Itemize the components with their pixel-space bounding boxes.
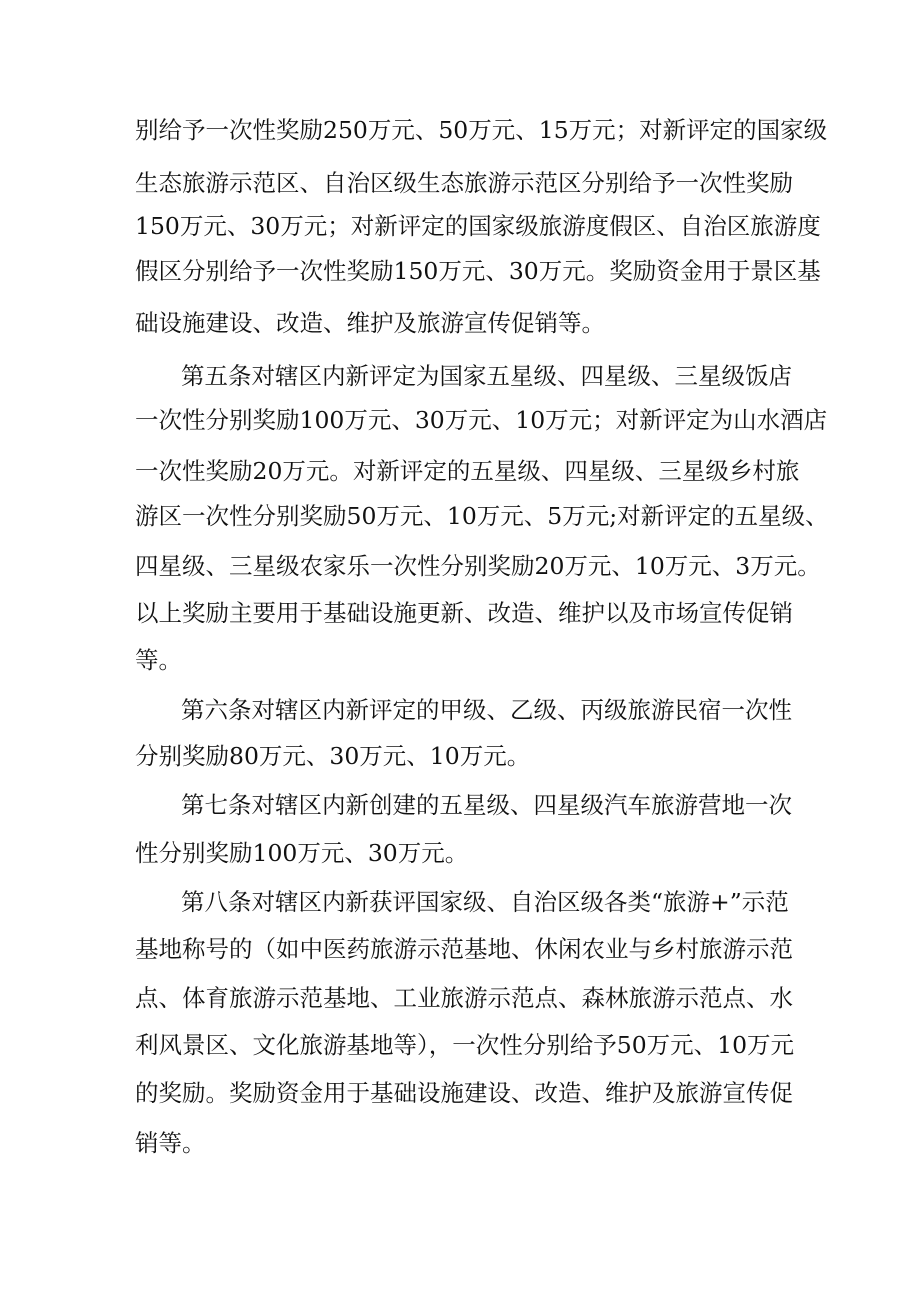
line-text: 第七条对辖区内新创建的五星级、四星级汽车旅游营地一次 [181,791,792,819]
text-line [0,1020,920,1070]
line-text: 150万元、30万元；对新评定的国家级旅游度假区、自治区旅游度 [135,212,821,240]
text-line [0,635,920,685]
line-text: 第八条对辖区内新获评国家级、自治区级各类“旅游+”示范 [181,888,789,916]
text-line [0,1068,920,1118]
text-line [0,588,920,638]
text-line [0,877,920,927]
text-line [0,780,920,830]
line-text: 第五条对辖区内新评定为国家五星级、四星级、三星级饭店 [181,362,792,390]
text-line [0,731,920,781]
line-text: 假区分别给予一次性奖励150万元、30万元。奖励资金用于景区基 [135,257,821,285]
text-line [0,924,920,974]
line-text: 生态旅游示范区、自治区级生态旅游示范区分别给予一次性奖励 [135,169,793,197]
line-text: 点、体育旅游示范基地、工业旅游示范点、森林旅游示范点、水 [135,984,793,1012]
text-line [0,973,920,1023]
line-text: 分别奖励80万元、30万元、10万元。 [135,742,531,770]
text-line [0,541,920,591]
line-text: 基地称号的（如中医药旅游示范基地、休闲农业与乡村旅游示范 [135,935,793,963]
line-text: 础设施建设、改造、维护及旅游宣传促销等。 [135,309,605,337]
text-line [0,298,920,348]
text-line [0,491,920,541]
line-text: 的奖励。奖励资金用于基础设施建设、改造、维护及旅游宣传促 [135,1079,793,1107]
line-text: 别给予一次性奖励250万元、50万元、15万元；对新评定的国家级 [135,116,828,144]
line-text: 利风景区、文化旅游基地等），一次性分别给予50万元、10万元 [135,1031,795,1059]
line-text: 以上奖励主要用于基础设施更新、改造、维护以及市场宣传促销 [135,599,793,627]
text-line [0,351,920,401]
line-text: 等。 [135,646,182,674]
text-line [0,446,920,496]
text-line [0,395,920,445]
text-line [0,201,920,251]
text-line [0,1118,920,1168]
line-text: 一次性奖励20万元。对新评定的五星级、四星级、三星级乡村旅 [135,457,800,485]
text-line [0,246,920,296]
line-text: 销等。 [135,1129,206,1157]
line-text: 游区一次性分别奖励50万元、10万元、5万元;对新评定的五星级、 [135,502,829,530]
line-text: 四星级、三星级农家乐一次性分别奖励20万元、10万元、3万元。 [135,552,821,580]
line-text: 第六条对辖区内新评定的甲级、乙级、丙级旅游民宿一次性 [181,696,792,724]
text-line [0,105,920,155]
text-line [0,685,920,735]
line-text: 性分别奖励100万元、30万元。 [135,839,469,867]
line-text: 一次性分别奖励100万元、30万元、10万元；对新评定为山水酒店 [135,406,828,434]
text-line [0,828,920,878]
